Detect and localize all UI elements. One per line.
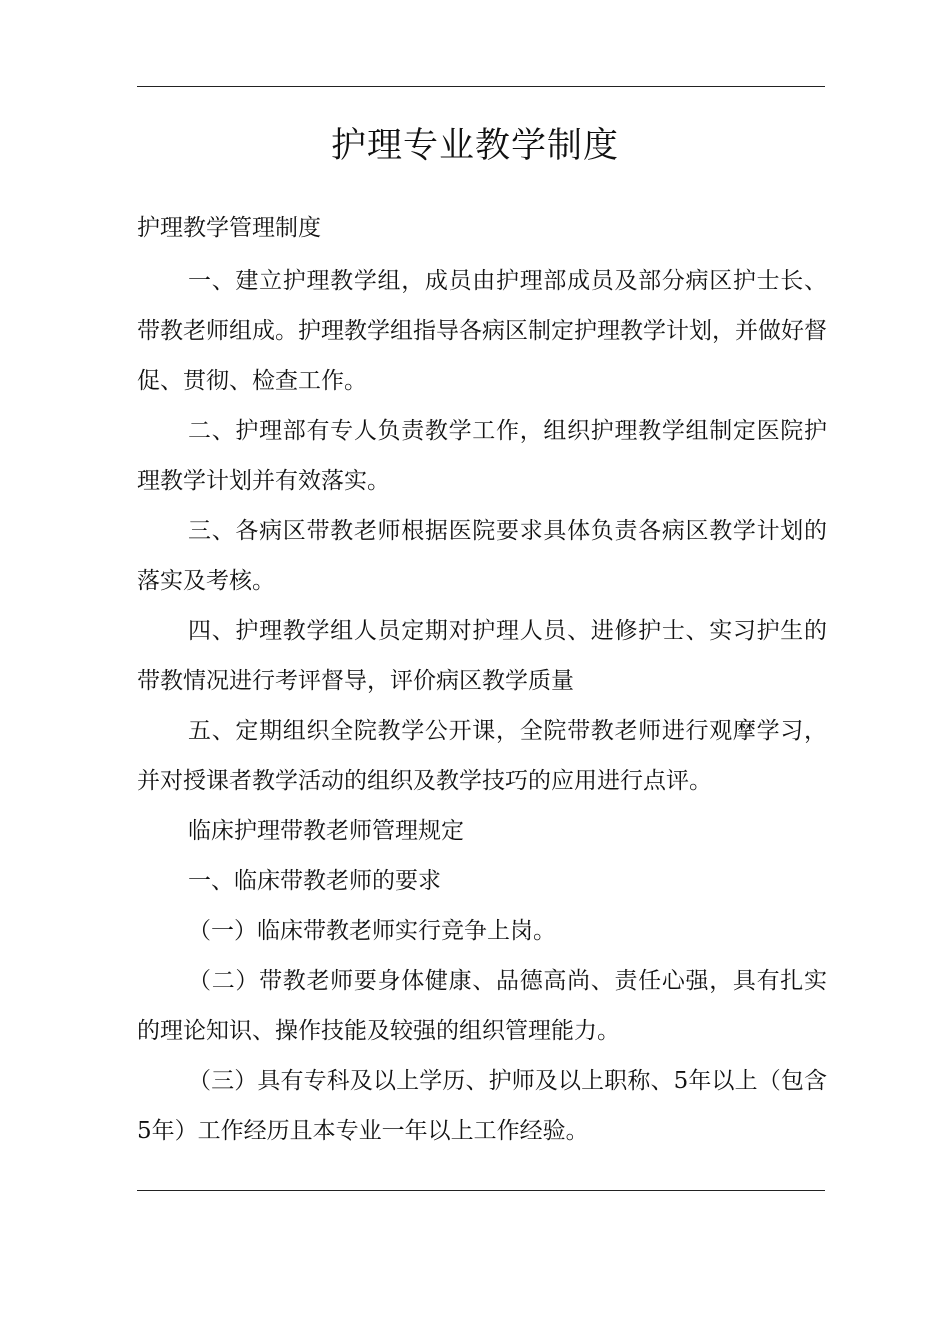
paragraph: 二、护理部有专人负责教学工作，组织护理教学组制定医院护理教学计划并有效落实。 [137,418,827,494]
footer-rule [137,1190,825,1191]
paragraph: （三）具有专科及以上学历、护师及以上职称、5年以上（包含5年）工作经历且本专业一年以上工作经验。 [137,1068,827,1144]
paragraph: （二）带教老师要身体健康、品德高尚、责任心强，具有扎实的理论知识、操作技能及较强的组织管理能力。 [137,968,827,1044]
document-title: 护理专业教学制度 [330,126,619,166]
paragraph: 五、定期组织全院教学公开课，全院带教老师进行观摩学习，并对授课者教学活动的组织及教学技巧的应用进行点评。 [137,718,827,794]
item-heading: 一、临床带教老师的要求 [188,868,441,894]
subsection-heading: 临床护理带教老师管理规定 [188,818,464,844]
paragraph: （一）临床带教老师实行竞争上岗。 [188,918,556,944]
section-heading: 护理教学管理制度 [137,215,321,241]
paragraph: 四、护理教学组人员定期对护理人员、进修护士、实习护生的带教情况进行考评督导，评价病区教学质量 [137,618,827,694]
paragraph: 一、建立护理教学组，成员由护理部成员及部分病区护士长、带教老师组成。护理教学组指导各病区制定护理教学计划，并做好督促、贯彻、检查工作。 [137,268,827,394]
document-body [137,203,827,1156]
paragraph: 三、各病区带教老师根据医院要求具体负责各病区教学计划的落实及考核。 [137,518,827,594]
header-rule [137,86,825,87]
